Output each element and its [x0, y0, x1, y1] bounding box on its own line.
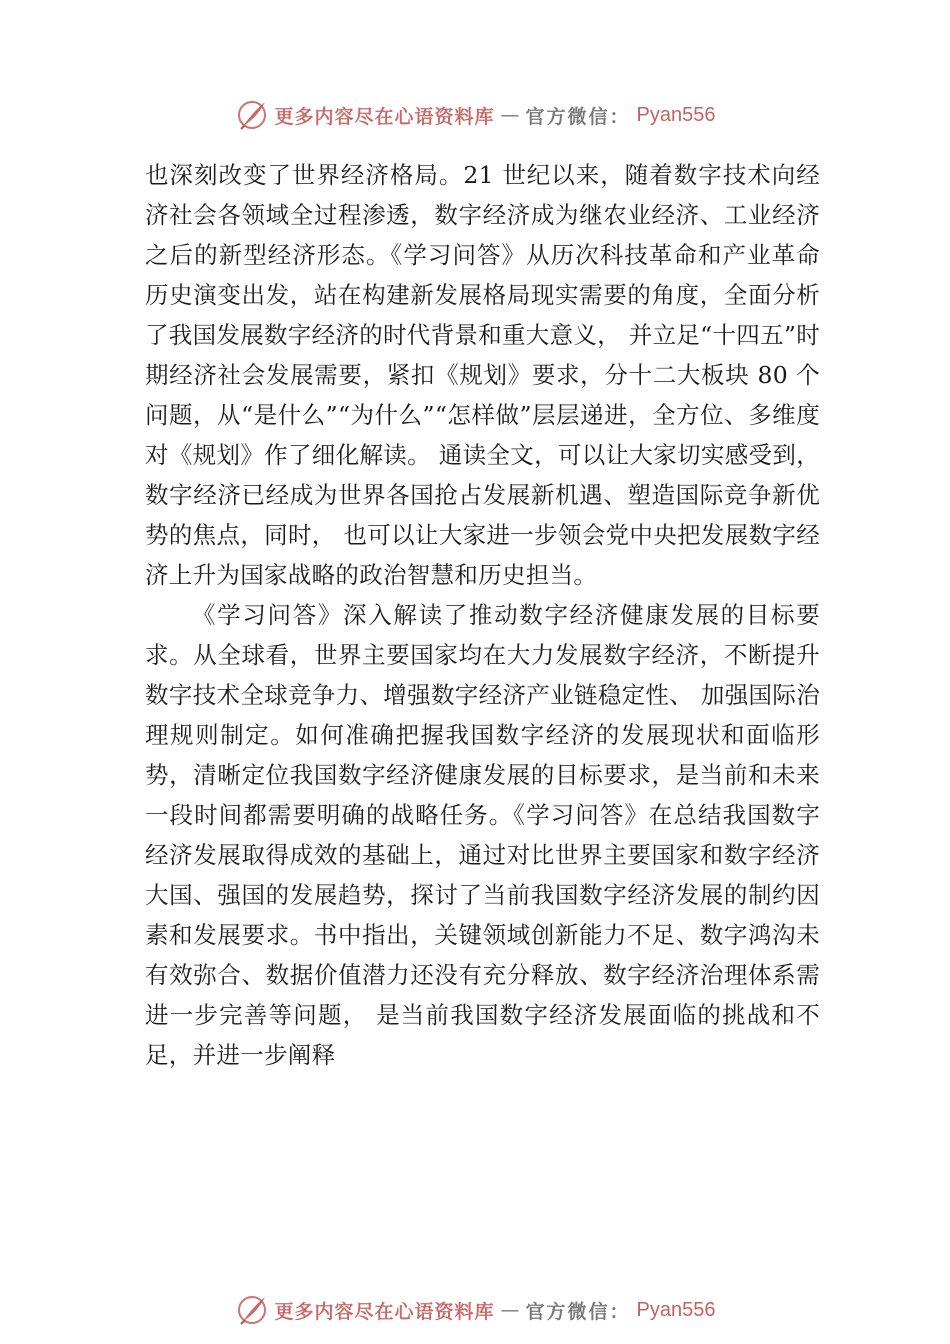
watermark-site-text: 更多内容尽在心语资料库	[274, 105, 495, 128]
watermark-dash: —	[500, 1299, 520, 1321]
header-watermark	[0, 95, 950, 135]
quill-logo-icon	[235, 1293, 269, 1327]
quill-logo-icon	[235, 98, 269, 132]
watermark-official-label: 官方微信：	[525, 1300, 631, 1323]
watermark-dash: —	[500, 104, 520, 126]
paragraph-2: 《学习问答》深入解读了推动数字经济健康发展的目标要求。从全球看，世界主要国家均在大力发展数字经济，不断提升数字技术全球竞争力、增强数字经济产业链稳定性、 加强国际治理规则制定。如何准确把握我国数字经济的发展现状和面临形势，清晰定位我国数字经济健康发展的目标要求，是当前和未来一段时间都需要明确的战略任务。《学习问答》在总结我国数字经济发展取得成效的基础上，通过对比世界主要国家和数字经济大国、强国的发展趋势，探讨了当前我国数字经济发展的制约因素和发展要求。书中指出，关键领域创新能力不足、数字鸿沟未有效弥合、数据价值潜力还没有充分释放、数字经济治理体系需进一步完善等问题， 是当前我国数字经济发展面临的挑战和不足，并进一步阐释	[145, 601, 820, 1069]
watermark-site-text: 更多内容尽在心语资料库	[274, 1300, 495, 1323]
watermark-wechat-id: Pyan556	[636, 1298, 716, 1321]
footer-watermark	[0, 1290, 950, 1330]
watermark-official-label: 官方微信：	[525, 105, 631, 128]
document-body	[145, 155, 820, 1075]
watermark-wechat-id: Pyan556	[636, 103, 716, 126]
paragraph-1: 也深刻改变了世界经济格局。21 世纪以来，随着数字技术向经济社会各领域全过程渗透，数字经济成为继农业经济、工业经济之后的新型经济形态。《学习问答》从历次科技革命和产业革命历史演变出发，站在构建新发展格局现实需要的角度，全面分析了我国发展数字经济的时代背景和重大意义， 并立足“十四五”时期经济社会发展需要，紧扣《规划》要求，分十二大板块 80 个问题，从“是什么”“为什么”“怎样做”层层递进，全方位、多维度对《规划》作了细化解读。 通读全文，可以让大家切实感受到，数字经济已经成为世界各国抢占发展新机遇、塑造国际竞争新优势的焦点，同时， 也可以让大家进一步领会党中央把发展数字经济上升为国家战略的政治智慧和历史担当。	[145, 161, 820, 589]
